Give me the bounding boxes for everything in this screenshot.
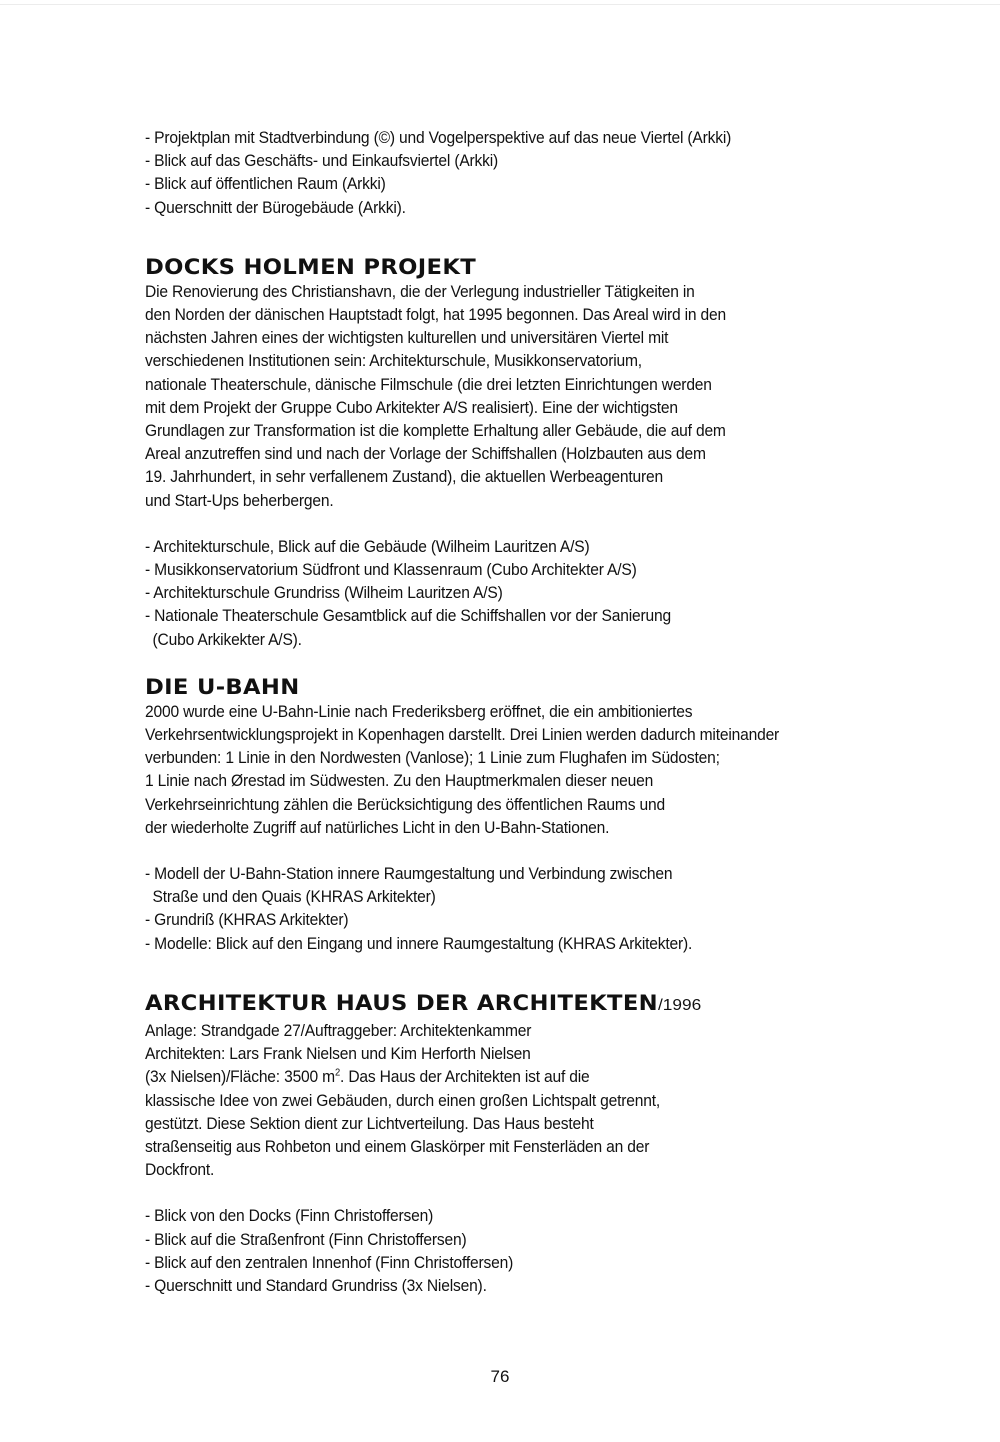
docks-list bbox=[145, 535, 865, 651]
architektur-list bbox=[145, 1204, 865, 1297]
paragraph-line: nationale Theaterschule, dänische Filmschule (die drei letzten Einrichtungen werden bbox=[145, 374, 712, 394]
paragraph-line: mit dem Projekt der Gruppe Cubo Arkitekter A/S realisiert). Eine der wichtigsten bbox=[145, 397, 678, 417]
list-item: - Nationale Theaterschule Gesamtblick auf die Schiffshallen vor der Sanierung bbox=[145, 606, 671, 626]
list-item: - Querschnitt der Bürogebäude (Arkki). bbox=[145, 197, 406, 217]
area-text: (3x Nielsen)/Fläche: 3500 m bbox=[145, 1067, 335, 1087]
list-item: - Querschnitt und Standard Grundriss (3x Nielsen). bbox=[145, 1275, 487, 1295]
paragraph-line: Architekten: Lars Frank Nielsen und Kim Herforth Nielsen bbox=[145, 1044, 531, 1064]
ubahn-paragraph bbox=[145, 700, 865, 839]
list-item: - Blick auf den zentralen Innenhof (Finn Christoffersen) bbox=[145, 1252, 514, 1272]
paragraph-line: Verkehrsentwicklungsprojekt in Kopenhagen darstellt. Drei Linien werden dadurch miteinander bbox=[145, 725, 780, 745]
docks-heading: DOCKS HOLMEN PROJEKT bbox=[145, 254, 477, 279]
document-page bbox=[145, 126, 865, 1297]
paragraph-line: klassische Idee von zwei Gebäuden, durch einen großen Lichtspalt getrennt, bbox=[145, 1090, 661, 1110]
intro-list bbox=[145, 126, 865, 219]
paragraph-line: Anlage: Strandgade 27/Auftraggeber: Architektenkammer bbox=[145, 1020, 532, 1040]
list-item: - Architekturschule, Blick auf die Gebäude (Wilheim Lauritzen A/S) bbox=[145, 536, 590, 556]
list-item: (Cubo Arkikekter A/S). bbox=[152, 629, 302, 649]
paragraph-line: den Norden der dänischen Hauptstadt folgt, hat 1995 begonnen. Das Areal wird in den bbox=[145, 305, 727, 325]
paragraph-line: Areal anzutreffen sind und nach der Vorlage der Schiffshallen (Holzbauten aus dem bbox=[145, 444, 706, 464]
list-item: - Projektplan mit Stadtverbindung (©) und Vogelperspektive auf das neue Viertel (Arkki) bbox=[145, 128, 732, 147]
paragraph-line: der wiederholte Zugriff auf natürliches Licht in den U-Bahn-Stationen. bbox=[145, 817, 610, 837]
list-item: - Blick auf die Straßenfront (Finn Christoffersen) bbox=[145, 1229, 467, 1249]
paragraph-line: verschiedenen Institutionen sein: Architekturschule, Musikkonservatorium, bbox=[145, 351, 642, 371]
area-superscript: 2 bbox=[334, 1067, 341, 1079]
list-item: - Architekturschule Grundriss (Wilheim Lauritzen A/S) bbox=[145, 583, 503, 603]
architektur-heading bbox=[145, 990, 923, 1019]
architektur-paragraph bbox=[145, 1019, 865, 1181]
paragraph-line: 19. Jahrhundert, in sehr verfallenem Zustand), die aktuellen Werbeagenturen bbox=[145, 467, 663, 487]
paragraph-line: und Start-Ups beherbergen. bbox=[145, 490, 334, 510]
scan-edge-line bbox=[0, 4, 1000, 5]
ubahn-heading: DIE U-BAHN bbox=[145, 674, 300, 699]
ubahn-list bbox=[145, 862, 865, 955]
architektur-heading-text: ARCHITEKTUR HAUS DER ARCHITEKTEN bbox=[145, 990, 658, 1015]
paragraph-line: Dockfront. bbox=[145, 1160, 215, 1180]
paragraph-line: gestützt. Diese Sektion dient zur Lichtverteilung. Das Haus besteht bbox=[145, 1113, 594, 1133]
docks-paragraph bbox=[145, 280, 865, 512]
paragraph-line: Die Renovierung des Christianshavn, die der Verlegung industrieller Tätigkeiten in bbox=[145, 281, 695, 301]
list-item: Straße und den Quais (KHRAS Arkitekter) bbox=[152, 887, 436, 907]
architektur-heading-year: /1996 bbox=[657, 996, 702, 1014]
list-item: - Grundriß (KHRAS Arkitekter) bbox=[145, 910, 349, 930]
list-item: - Blick auf öffentlichen Raum (Arkki) bbox=[145, 174, 386, 194]
paragraph-line bbox=[145, 1065, 822, 1088]
page-number: 76 bbox=[490, 1367, 510, 1386]
paragraph-line: verbunden: 1 Linie in den Nordwesten (Vanlose); 1 Linie zum Flughafen im Südosten; bbox=[145, 748, 720, 768]
list-item: - Musikkonservatorium Südfront und Klassenraum (Cubo Architekter A/S) bbox=[145, 560, 637, 580]
paragraph-text: . Das Haus der Architekten ist auf die bbox=[340, 1067, 590, 1087]
paragraph-line: 1 Linie nach Ørestad im Südwesten. Zu den Hauptmerkmalen dieser neuen bbox=[145, 771, 654, 791]
list-item: - Modell der U-Bahn-Station innere Raumgestaltung und Verbindung zwischen bbox=[145, 864, 673, 884]
list-item: - Blick auf das Geschäfts- und Einkaufsviertel (Arkki) bbox=[145, 151, 499, 171]
paragraph-line: nächsten Jahren eines der wichtigsten kulturellen und universitären Viertel mit bbox=[145, 328, 669, 348]
paragraph-line: Grundlagen zur Transformation ist die komplette Erhaltung aller Gebäude, die auf dem bbox=[145, 421, 726, 441]
list-item: - Modelle: Blick auf den Eingang und innere Raumgestaltung (KHRAS Arkitekter). bbox=[145, 933, 693, 953]
list-item: - Blick von den Docks (Finn Christoffersen) bbox=[145, 1206, 434, 1226]
paragraph-line: 2000 wurde eine U-Bahn-Linie nach Frederiksberg eröffnet, die ein ambitioniertes bbox=[145, 701, 693, 721]
paragraph-line: straßenseitig aus Rohbeton und einem Glaskörper mit Fensterläden an der bbox=[145, 1136, 650, 1156]
paragraph-line: Verkehrseinrichtung zählen die Berücksichtigung des öffentlichen Raums und bbox=[145, 794, 665, 814]
